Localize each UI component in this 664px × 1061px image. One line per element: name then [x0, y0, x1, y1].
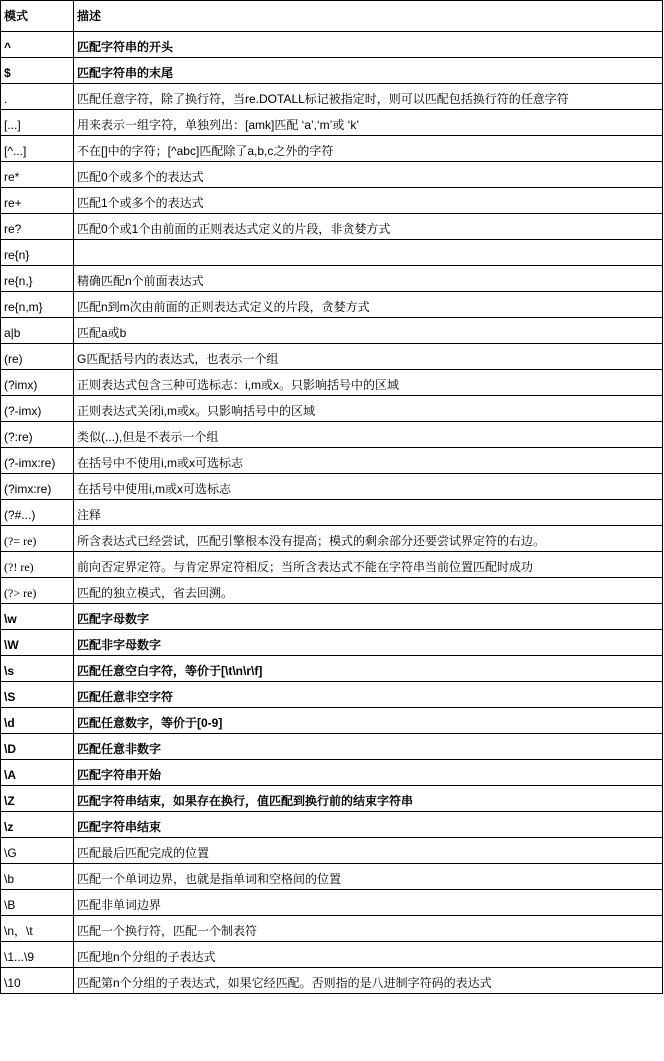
description-cell: 匹配地n个分组的子表达式: [74, 942, 663, 968]
description-cell: 正则表达式关闭i,m或x。只影响括号中的区域: [74, 396, 663, 422]
pattern-cell: ^: [1, 32, 74, 58]
table-row: [1, 396, 663, 422]
description-cell: 匹配字符串的末尾: [74, 58, 663, 84]
description-cell: 匹配字符串开始: [74, 760, 663, 786]
table-row: [1, 214, 663, 240]
table-row: [1, 916, 663, 942]
description-cell: 精确匹配n个前面表达式: [74, 266, 663, 292]
pattern-cell: re?: [1, 214, 74, 240]
pattern-cell: (?> re): [1, 578, 74, 604]
header-description: 描述: [74, 1, 663, 32]
table-row: [1, 734, 663, 760]
pattern-cell: \A: [1, 760, 74, 786]
pattern-cell: \S: [1, 682, 74, 708]
table-row: [1, 292, 663, 318]
pattern-cell: \Z: [1, 786, 74, 812]
description-cell: 匹配n到m次由前面的正则表达式定义的片段，贪婪方式: [74, 292, 663, 318]
table-row: [1, 760, 663, 786]
table-row: [1, 812, 663, 838]
pattern-cell: [...]: [1, 110, 74, 136]
description-cell: 匹配字母数字: [74, 604, 663, 630]
pattern-cell: [^...]: [1, 136, 74, 162]
description-cell: 匹配任意空白字符，等价于[\t\n\r\f]: [74, 656, 663, 682]
pattern-cell: (?:re): [1, 422, 74, 448]
pattern-cell: re*: [1, 162, 74, 188]
pattern-cell: \10: [1, 968, 74, 994]
table-row: [1, 968, 663, 994]
description-cell: 前向否定界定符。与肯定界定符相反；当所含表达式不能在字符串当前位置匹配时成功: [74, 552, 663, 578]
pattern-cell: \s: [1, 656, 74, 682]
pattern-cell: re{n,}: [1, 266, 74, 292]
pattern-cell: \1...\9: [1, 942, 74, 968]
pattern-cell: \w: [1, 604, 74, 630]
description-cell: 在括号中使用i,m或x可选标志: [74, 474, 663, 500]
description-cell: 不在[]中的字符；[^abc]匹配除了a,b,c之外的字符: [74, 136, 663, 162]
pattern-cell: \D: [1, 734, 74, 760]
description-cell: 类似(...),但是不表示一个组: [74, 422, 663, 448]
table-row: [1, 656, 663, 682]
table-row: [1, 786, 663, 812]
table-row: [1, 630, 663, 656]
table-row: [1, 422, 663, 448]
description-cell: 匹配任意非空字符: [74, 682, 663, 708]
table-row: [1, 110, 663, 136]
table-row: [1, 864, 663, 890]
pattern-cell: \d: [1, 708, 74, 734]
table-row: [1, 474, 663, 500]
table-row: [1, 838, 663, 864]
table-row: [1, 136, 663, 162]
description-cell: 匹配非单词边界: [74, 890, 663, 916]
pattern-cell: \b: [1, 864, 74, 890]
pattern-cell: \z: [1, 812, 74, 838]
table-row: [1, 344, 663, 370]
pattern-cell: re{n,m}: [1, 292, 74, 318]
description-cell: 用来表示一组字符，单独列出：[amk]匹配 ‘a’,‘m’或 ‘k’: [74, 110, 663, 136]
description-cell: 在括号中不使用i,m或x可选标志: [74, 448, 663, 474]
pattern-cell: \W: [1, 630, 74, 656]
pattern-cell: (?imx): [1, 370, 74, 396]
table-row: [1, 188, 663, 214]
description-cell: 匹配a或b: [74, 318, 663, 344]
table-row: [1, 240, 663, 266]
pattern-cell: (?! re): [1, 552, 74, 578]
pattern-cell: re{n}: [1, 240, 74, 266]
description-cell: 匹配一个换行符，匹配一个制表符: [74, 916, 663, 942]
description-cell: 匹配任意字符，除了换行符，当re.DOTALL标记被指定时，则可以匹配包括换行符的任意字符: [74, 84, 663, 110]
description-cell: 匹配1个或多个的表达式: [74, 188, 663, 214]
pattern-cell: (re): [1, 344, 74, 370]
table-row: [1, 526, 663, 552]
table-row: [1, 578, 663, 604]
description-cell: 匹配任意非数字: [74, 734, 663, 760]
table-header-row: [1, 1, 663, 32]
table-row: [1, 890, 663, 916]
pattern-cell: (?#...): [1, 500, 74, 526]
description-cell: 匹配最后匹配完成的位置: [74, 838, 663, 864]
pattern-cell: (?-imx): [1, 396, 74, 422]
description-cell: 正则表达式包含三种可选标志：i,m或x。只影响括号中的区域: [74, 370, 663, 396]
pattern-cell: (?imx:re): [1, 474, 74, 500]
table-row: [1, 942, 663, 968]
description-cell: [74, 240, 663, 266]
description-cell: 匹配非字母数字: [74, 630, 663, 656]
description-cell: 匹配字符串结束，如果存在换行，值匹配到换行前的结束字符串: [74, 786, 663, 812]
pattern-cell: $: [1, 58, 74, 84]
description-cell: 匹配任意数字，等价于[0-9]: [74, 708, 663, 734]
description-cell: 匹配第n个分组的子表达式，如果它经匹配。否则指的是八进制字符码的表达式: [74, 968, 663, 994]
pattern-cell: a|b: [1, 318, 74, 344]
description-cell: 匹配字符串的开头: [74, 32, 663, 58]
table-row: [1, 58, 663, 84]
pattern-cell: (?= re): [1, 526, 74, 552]
description-cell: 匹配字符串结束: [74, 812, 663, 838]
table-row: [1, 604, 663, 630]
table-row: [1, 500, 663, 526]
table-row: [1, 370, 663, 396]
description-cell: 匹配的独立模式，省去回溯。: [74, 578, 663, 604]
pattern-cell: \B: [1, 890, 74, 916]
pattern-cell: re+: [1, 188, 74, 214]
description-cell: 匹配0个或1个由前面的正则表达式定义的片段，非贪婪方式: [74, 214, 663, 240]
table-row: [1, 32, 663, 58]
pattern-cell: \n，\t: [1, 916, 74, 942]
description-cell: 匹配一个单词边界，也就是指单词和空格间的位置: [74, 864, 663, 890]
table-body: [1, 32, 663, 994]
table-row: [1, 708, 663, 734]
table-row: [1, 318, 663, 344]
pattern-cell: (?-imx:re): [1, 448, 74, 474]
table-row: [1, 266, 663, 292]
table-row: [1, 162, 663, 188]
table-row: [1, 448, 663, 474]
table-row: [1, 682, 663, 708]
description-cell: G匹配括号内的表达式，也表示一个组: [74, 344, 663, 370]
description-cell: 注释: [74, 500, 663, 526]
table-row: [1, 84, 663, 110]
header-pattern: 模式: [1, 1, 74, 32]
pattern-cell: .: [1, 84, 74, 110]
description-cell: 匹配0个或多个的表达式: [74, 162, 663, 188]
pattern-cell: \G: [1, 838, 74, 864]
description-cell: 所含表达式已经尝试，匹配引擎根本没有提高；模式的剩余部分还要尝试界定符的右边。: [74, 526, 663, 552]
table-row: [1, 552, 663, 578]
